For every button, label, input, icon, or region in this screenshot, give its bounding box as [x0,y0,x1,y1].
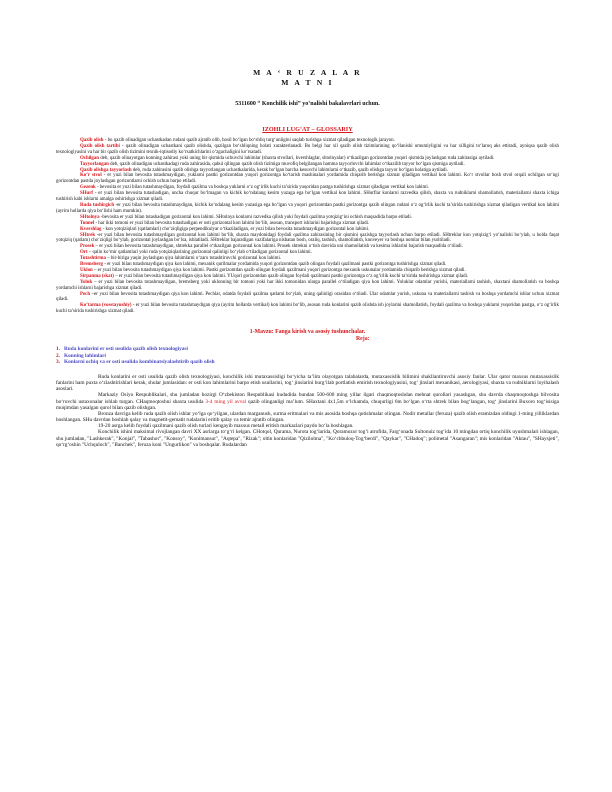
plan-item-text: Konning lahimlari [63,352,106,359]
topic-heading [56,329,559,336]
topic-label: 1-Mavzu: [249,329,274,336]
glossary-list [56,138,559,315]
glossary-definition: - er yuzi bilan bevosita tutashmaydigan qiya (ayrim hollarda vertikal) kon lahimi bo‘lib, asosan ruda konlarini qazib olishda ish joylarini shamollatish, foydali qazilma va boshqa yuklarni yuqoridan pastga, o‘z og‘irlik kuchi ta’sirida tushirishga xizmat qiladi. [56,303,559,315]
plan-item [56,346,559,353]
glossary-definition: - bu qazib olinadigan uchastkadan rudani qazib ajratib olib, hosil bo‘lgan bo‘shliq turg‘unligini saqlab turishga xizmat qiladigan texnologik jarayon. [103,138,395,143]
glossary-entry [56,280,559,292]
glossary-term: Qazib olish [80,138,104,143]
glossary-entry [56,203,559,215]
body-paragraph: 19-20 asrga kelib foydali qazilmani qazib olish turlari kengayib maxsus metall eritish markazlari paydo bo‘la boshlagan. [98,423,354,430]
glossary-term: Gezenk [80,185,96,191]
glossary-definition: – er yuzi bilan bevosita tutashmaydigan, shtrekka parallel o‘tkazilgan gorizontal kon lahimi. Prosek shtrekni o‘tish davrida uni shamollatish va kesima ishlarini bajarish maqsadida o‘tiladi. [94,244,463,250]
plan-item-text: Ruda konlarini er osti usulida qazib olish texnologiyasi [63,346,188,353]
glossary-entry [56,191,559,203]
glossary-term: Ruda tushirgich [80,202,115,208]
body-text: qazib olinganligi ma’lum. SHaxtani 4x1,5m o‘lchamda, chuqurligi 6m bo‘lgan o‘rta shtrek bilan bog‘langan, tog‘ jinslarini Buxoro tog‘isisiga muqimdan yasalgan qurol bilan qazib olishgan. [56,398,559,411]
glossary-term: Sirpanma (skat) [80,273,114,279]
glossary-term: Ko‘r stvol [80,173,102,179]
glossary-term: Tayyorlangan [80,161,109,167]
plan-title: Reja: [356,336,370,343]
glossary-term: Prosek [80,244,95,250]
glossary-definition: – er yuzi bilan bevosita tutashmaydigan qiya kon lahimi. Pastki gorizontdan qazib olingan foydali qazilmani yuqori gorizontga mexanik uskunalar yordamida chiqarib berishga xizmat qiladi. [92,267,466,273]
glossary-definition: deb, qazib olinadigan uchastkadagi ruda zahirasida, qabul qilingan qazib olish tizimiga muvofiq belgilangan hamma tayyorlovchi lahimlar o‘tkazilib tayyor bo‘lgan qismiga aytiladi. [108,161,465,167]
document-page [56,14,559,784]
glossary-definition: – qalin ko‘mir qatlamlari yoki ruda yotqiziqlarining gorizontal qalinligi bo‘ylab o‘tiladigan gorizontal kon lahimi. [87,250,312,256]
highlighted-date: 3-4 ming yil avval [205,398,247,405]
glossary-definition: – bir-biriga yaqin joylashgan qiya lahimlarni o‘zaro tutashtiruvchi gorizontal kon lahimi. [105,256,282,262]
glossary-title: IZOHLI LUG‘AT – GLOSSARIY [262,126,353,133]
glossary-definition: –er yuzi bilan bevosita tutashmaydigan qiya kon lahimi. Pechlar, odatda foydali qazilma qatlami bo‘ylab, uning qalinligi orasidan o‘tiladi. Ular odamlar yurish, uskuna va materiallarni tashish va boshqa yordamchi ishlar uchun xizmat qiladi. [56,291,559,303]
glossary-term: Ort [80,250,88,256]
document-subtitle: 5311600 “ Konchilik ishi” yo‘nalishi bakalavrlari uchun. [235,101,380,107]
glossary-term: Kvershlag [80,226,102,232]
topic-title: Fanga kirish va asosiy tushunchalar. [275,329,366,336]
body-paragraph [56,392,559,410]
glossary-definition: - qazib olinadigan uchastkani qazib olishda, qazilgan bo‘shliqning holati xarakterlanadi. Bu belgi har xil qazib olish tizimlarining qo‘llanishi umumiyligini va har xilligini to‘laroq aks ettiradi, ayniqsa qazib olish texnologiyasini va har bir qazib olish tizimini texnik-iqtisodiy ko‘rsatkichlarini o‘zgachaligini ko‘rsatadi. [56,143,559,155]
plan-item-number: 2. [56,352,60,359]
glossary-definition: – er yuzi bilan bevosita tutashmaydigan, bremsberg yoki uklonning bir tomoni yoki har ikki tomonidan ularga parallel o‘tiladigan qiya kon lahimi. Yoluklar odamlar yurishi, materiallarni tashish, shaxtani shamollatish va boshqa yordamchi ishlarni bajarishga xizmat qiladi. [56,279,559,291]
glossary-term: Tonnel [80,220,95,226]
glossary-definition: -er yuzi bilan bevosita tutashmaydigan gorizontal kon lahimi bo‘lib, shaxta maydonidagi foydali qazilma zahirasining bir qismini qazishga tayyorlash uchun barpo etiladi. SHtreklar kon yotqizig‘i yo‘nalishi bo‘ylab, u holda faqat yotqiziq (qatlam) cho‘ziqligi bo‘ylab, gorizontal joylashgan bo‘lsa, ishlatiladi. SHtreklar bajaradigan vazifalariga nisbatan bosh, oraliq, tashish, shamollatish, konveyer va boshqa nomlar bilan yuritiladi. [56,232,559,244]
glossary-term: Pech [80,291,91,297]
plan-item [56,353,559,360]
plan-item-number: 1. [56,346,60,353]
glossary-term: Tutashtirma [80,256,106,262]
document-heading-2: M A T N I [281,78,334,87]
glossary-term: SHtrek [80,232,96,238]
body-paragraph: Ruda konlarini er osti usulida qazib olish texnologiyasi, konchilik ishi mutaxassisligi bo‘yicha ta’lim olayotgan talabalarda, mutaxassislik bilimini shakllantiruvchi asosiy fanlar. Ular qator maxsus mutaxassislik fanlarini ham puxta o‘zlashtirishlari kerak, shular jumlasidan: er osti kon lahimlarini barpo etish usullarini, tog‘ jinslarini burg‘ilab portlatish emirish texnologiyasini, tog‘ jinslari mexanikasi, aerologiyasi, shaxta va rudniklarni loyihalash asoslari. [56,373,559,393]
glossary-entry [56,233,559,245]
glossary-entry [56,144,559,156]
plan-item-text: Konlarni ochiq va er osti usulida kombinatsiyalashtirib qazib olish [63,359,215,366]
glossary-definition: -bevosita er yuzi bilan tutashadigan gorizontal kon lahimi. SHtolnya konlarni razvedka qilish yoki foydali qazilma yotqizig‘ini ochish maqsadida barpo etiladi. [99,214,412,220]
glossary-term: Ko‘tarma (vosstayushiy) [80,303,132,309]
glossary-definition: – er yuzi bilan bevosita tutashmaydigan qiya kon lahimi. YUqori gorizontdan qazib olingan foydali qazilmani pastki gorizontga o‘z og‘irlik kuchi ta’sirida tushirishga xizmat qiladi. [113,273,469,279]
document-heading-1: M A ‘ R U Z A L A R [253,68,362,77]
glossary-definition: - kon yotqiziqlari (qatlamlari) cho‘ziqligiga perpendikulyar o‘tkaziladigan, er yuzi bilan bevosita tutashmaydigan gorizontal kon lahimi. [101,226,370,232]
glossary-entry [56,173,559,185]
body-text: Markaziy Osiyo Respublikalari, shu jumladan hozirgi O‘zbekiston Respublikasi hududida bundan 500-600 ming yillar ilgari chaqmoqtoshdan mehnat qurollari yasashgan, shu davrda chaqmoqtoshga bilvosita bo‘ruvchi ustaxonalar ishlab turgan. CHaqmoqtoshni shaxta usulida [56,392,559,405]
glossary-definition: -er yuzi bilan bevosita tutashmaydigan, kichik ko‘ndalang kesim yuzasiga ega bo‘lgan va yuqori gorizontdan pastki gorizontga qazib olingan rudani o‘z og‘irlik kuchi ta’sirida tushirishga xizmat qiladigan vertikal kon lahimi (ayrim hollarda qiya bo‘lishi ham mumkin). [56,202,559,214]
glossary-entry [56,303,559,315]
glossary-definition: deb, ruda zahirasini qazib olishga tayyorlangan uchastkalarida, kerak bo‘lgan barcha kesuvchi lahimlarni o‘tkazib, qazib olishga tayyor bo‘lgan holatiga aytiladi. [131,167,448,173]
glossary-term: Yoluk [80,279,93,285]
body-paragraph: Konchilik ishini maksimal rivojlangan davri XX asrlarga to‘g‘ri kelgan. CHotqol, Qurama, Nurota tog‘larida, Qoramozor tog‘i atrofida, Farg‘onada Sultonuiz tog‘ida 10 mingdan ortiq konchilik uyushmalari ishlagan, shu jumladan, "Lashkerak", "Konjal", "Tabashor", "Konsoy", "Konimansur", "Aqtepa", "Rizak"; oltin konlaridan "Qizilolma", "Ko‘chbuloq-Tog‘berdi", "Qaykar", "CHadoq"; polimetal "Asangaran"; mis konlaridan "Aktau", "SHaysjeti", qo‘rg‘oshin "Uchquloch", "Banchek", feruza koni "Ungurlikon" va boshqalar. Rudalardan [56,429,559,448]
glossary-definition: deb, qazib olinayotgan konning zahirasi yoki uning bir qismida uchuvchi lahimlar (shaxta stvollari, kvershlaglar, shtolnyalar) o‘tkazilgan gorizontdan yuqori qismida joylashgan ruda zahirasiga aytiladi. [99,155,495,161]
glossary-definition: - er yuzi bilan bevosita tutashmaydigan, yuklarni pastki gorizontdan yuqori gorizontga ko‘tarish mashinalari yordamida chiqarib berishga xizmat qiladigan vertikal kon lahimi. Ko‘r stvollar bosh stvol orqali ochilgan so‘ngi gorizontdan pastda joylashgan gorizontlarni ochish uchun barpo etiladi. [56,173,559,185]
glossary-term: Qazib olish tartibi [80,143,120,149]
glossary-definition: - har ikki tomoni er yuzi bilan bevosita tutashadigan er osti gorizontal kon lahimi bo‘lib, asosan, transport ishlarini bajarishga xizmat qiladi. [94,220,370,226]
glossary-term: Uklon [80,267,93,273]
plan-item-number: 3. [56,359,60,366]
glossary-term: SHurf [80,191,94,197]
glossary-entry [56,292,559,304]
glossary-term: Ochilgan [80,155,100,161]
glossary-definition: - bevosita er yuzi bilan tutashmaydigan, foydali qazilma va boshqa yuklarni o‘z og‘irlik kuchi ta’sirida yuqoridan pastga tushirishga xizmat qiladigan vertikal kon lahimi. [95,185,429,191]
plan-list [56,346,559,366]
plan-item [56,359,559,366]
glossary-term: Bremsberg [80,262,103,268]
glossary-term: Qazib olishga tayyorlash [80,167,132,173]
glossary-definition: - er yuzi bilan tutashmaydigan qiya kon lahimi, mexanik qurilmalar yordamida yuqori gorizontdan qazib olingan foydali qazilmani pastki gorizontga tushirishga xizmat qiladi. [103,262,447,268]
glossary-term: SHtolnya [80,214,100,220]
body-paragraph: Bronza davriga kelib ruda qazib olish ishlar yo‘lga qo‘yilgan, ulardan marganush, surma eritmalari va mis asosida boshqa qotishmalar olingan. Nodir metallar (feruza) qazib olish eramizdan oldingi 1-ming yilliklardan boshlangan. SHu davrdan boshlab qalay va magnetit-gematit rudalarini eritib qalay va temir ajratib olingan. [56,410,559,424]
glossary-definition: - er yuzi bilan bevosita tutashadigan, uncha chuqur bo‘lmagan va kichik ko‘ndalang kesim yuzaga ega bo‘lgan vertikal kon lahimi. SHurflar konlarni razvedka qilish, shaxta va rudniklarni shamollatish, materiallarni shaxta ichiga tushirish kabi ishlarni amalga oshirishga xizmat qiladi. [56,191,559,203]
